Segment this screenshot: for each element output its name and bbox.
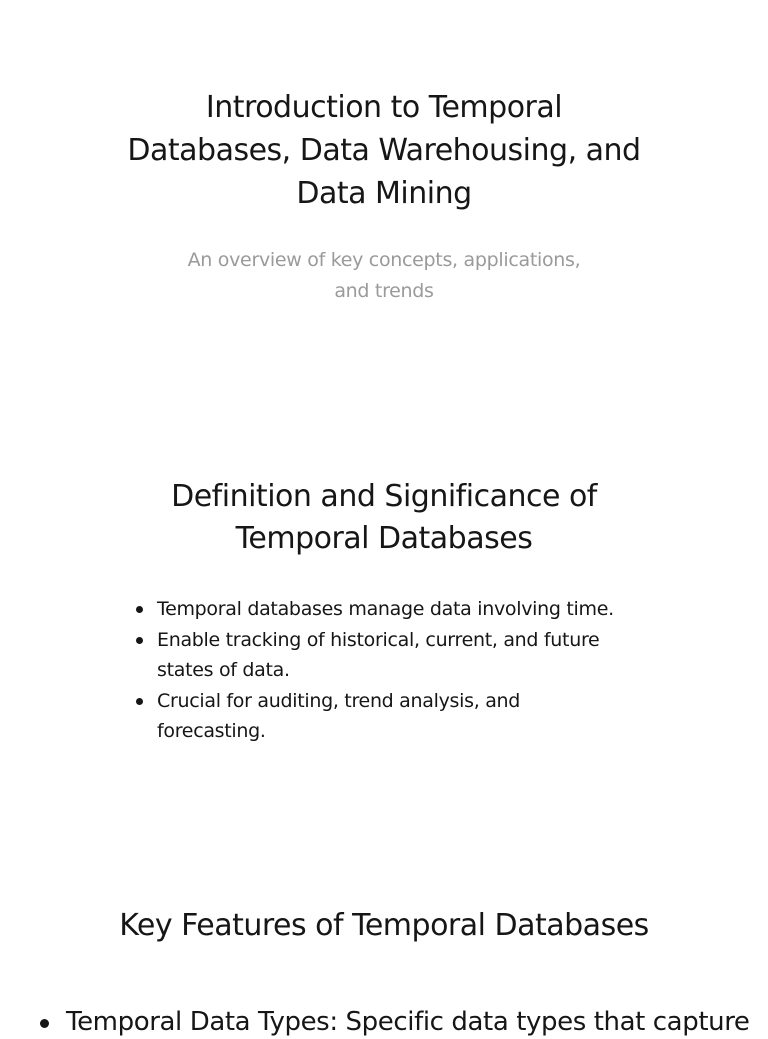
list-item-text: Temporal databases manage data involving time.: [157, 598, 614, 620]
bullet-list: [134, 594, 624, 747]
list-item: [134, 625, 624, 686]
features-slide: [0, 905, 768, 1037]
bullet-dot-icon: [136, 637, 143, 644]
list-item-text: Enable tracking of historical, current, and future states of data.: [157, 628, 600, 681]
definition-slide: [0, 476, 768, 742]
slide-subtitle: An overview of key concepts, applications, and trends: [187, 249, 581, 302]
bullet-dot-icon: [136, 698, 143, 705]
slide-title: Definition and Significance of Temporal Databases: [171, 479, 597, 556]
slide-title: Introduction to Temporal Databases, Data Warehousing, and Data Mining: [127, 90, 641, 211]
bullet-dot-icon: [136, 606, 143, 613]
title-slide: [0, 86, 768, 307]
list-item: [36, 1005, 768, 1039]
list-item-text: Crucial for auditing, trend analysis, and forecasting.: [157, 689, 521, 742]
list-item: [134, 686, 624, 747]
list-item-text: Temporal Data Types: Specific data types that capture: [66, 1007, 750, 1037]
slide-title: Key Features of Temporal Databases: [119, 908, 649, 943]
list-item: [134, 594, 624, 625]
bullet-list: [36, 1005, 768, 1039]
